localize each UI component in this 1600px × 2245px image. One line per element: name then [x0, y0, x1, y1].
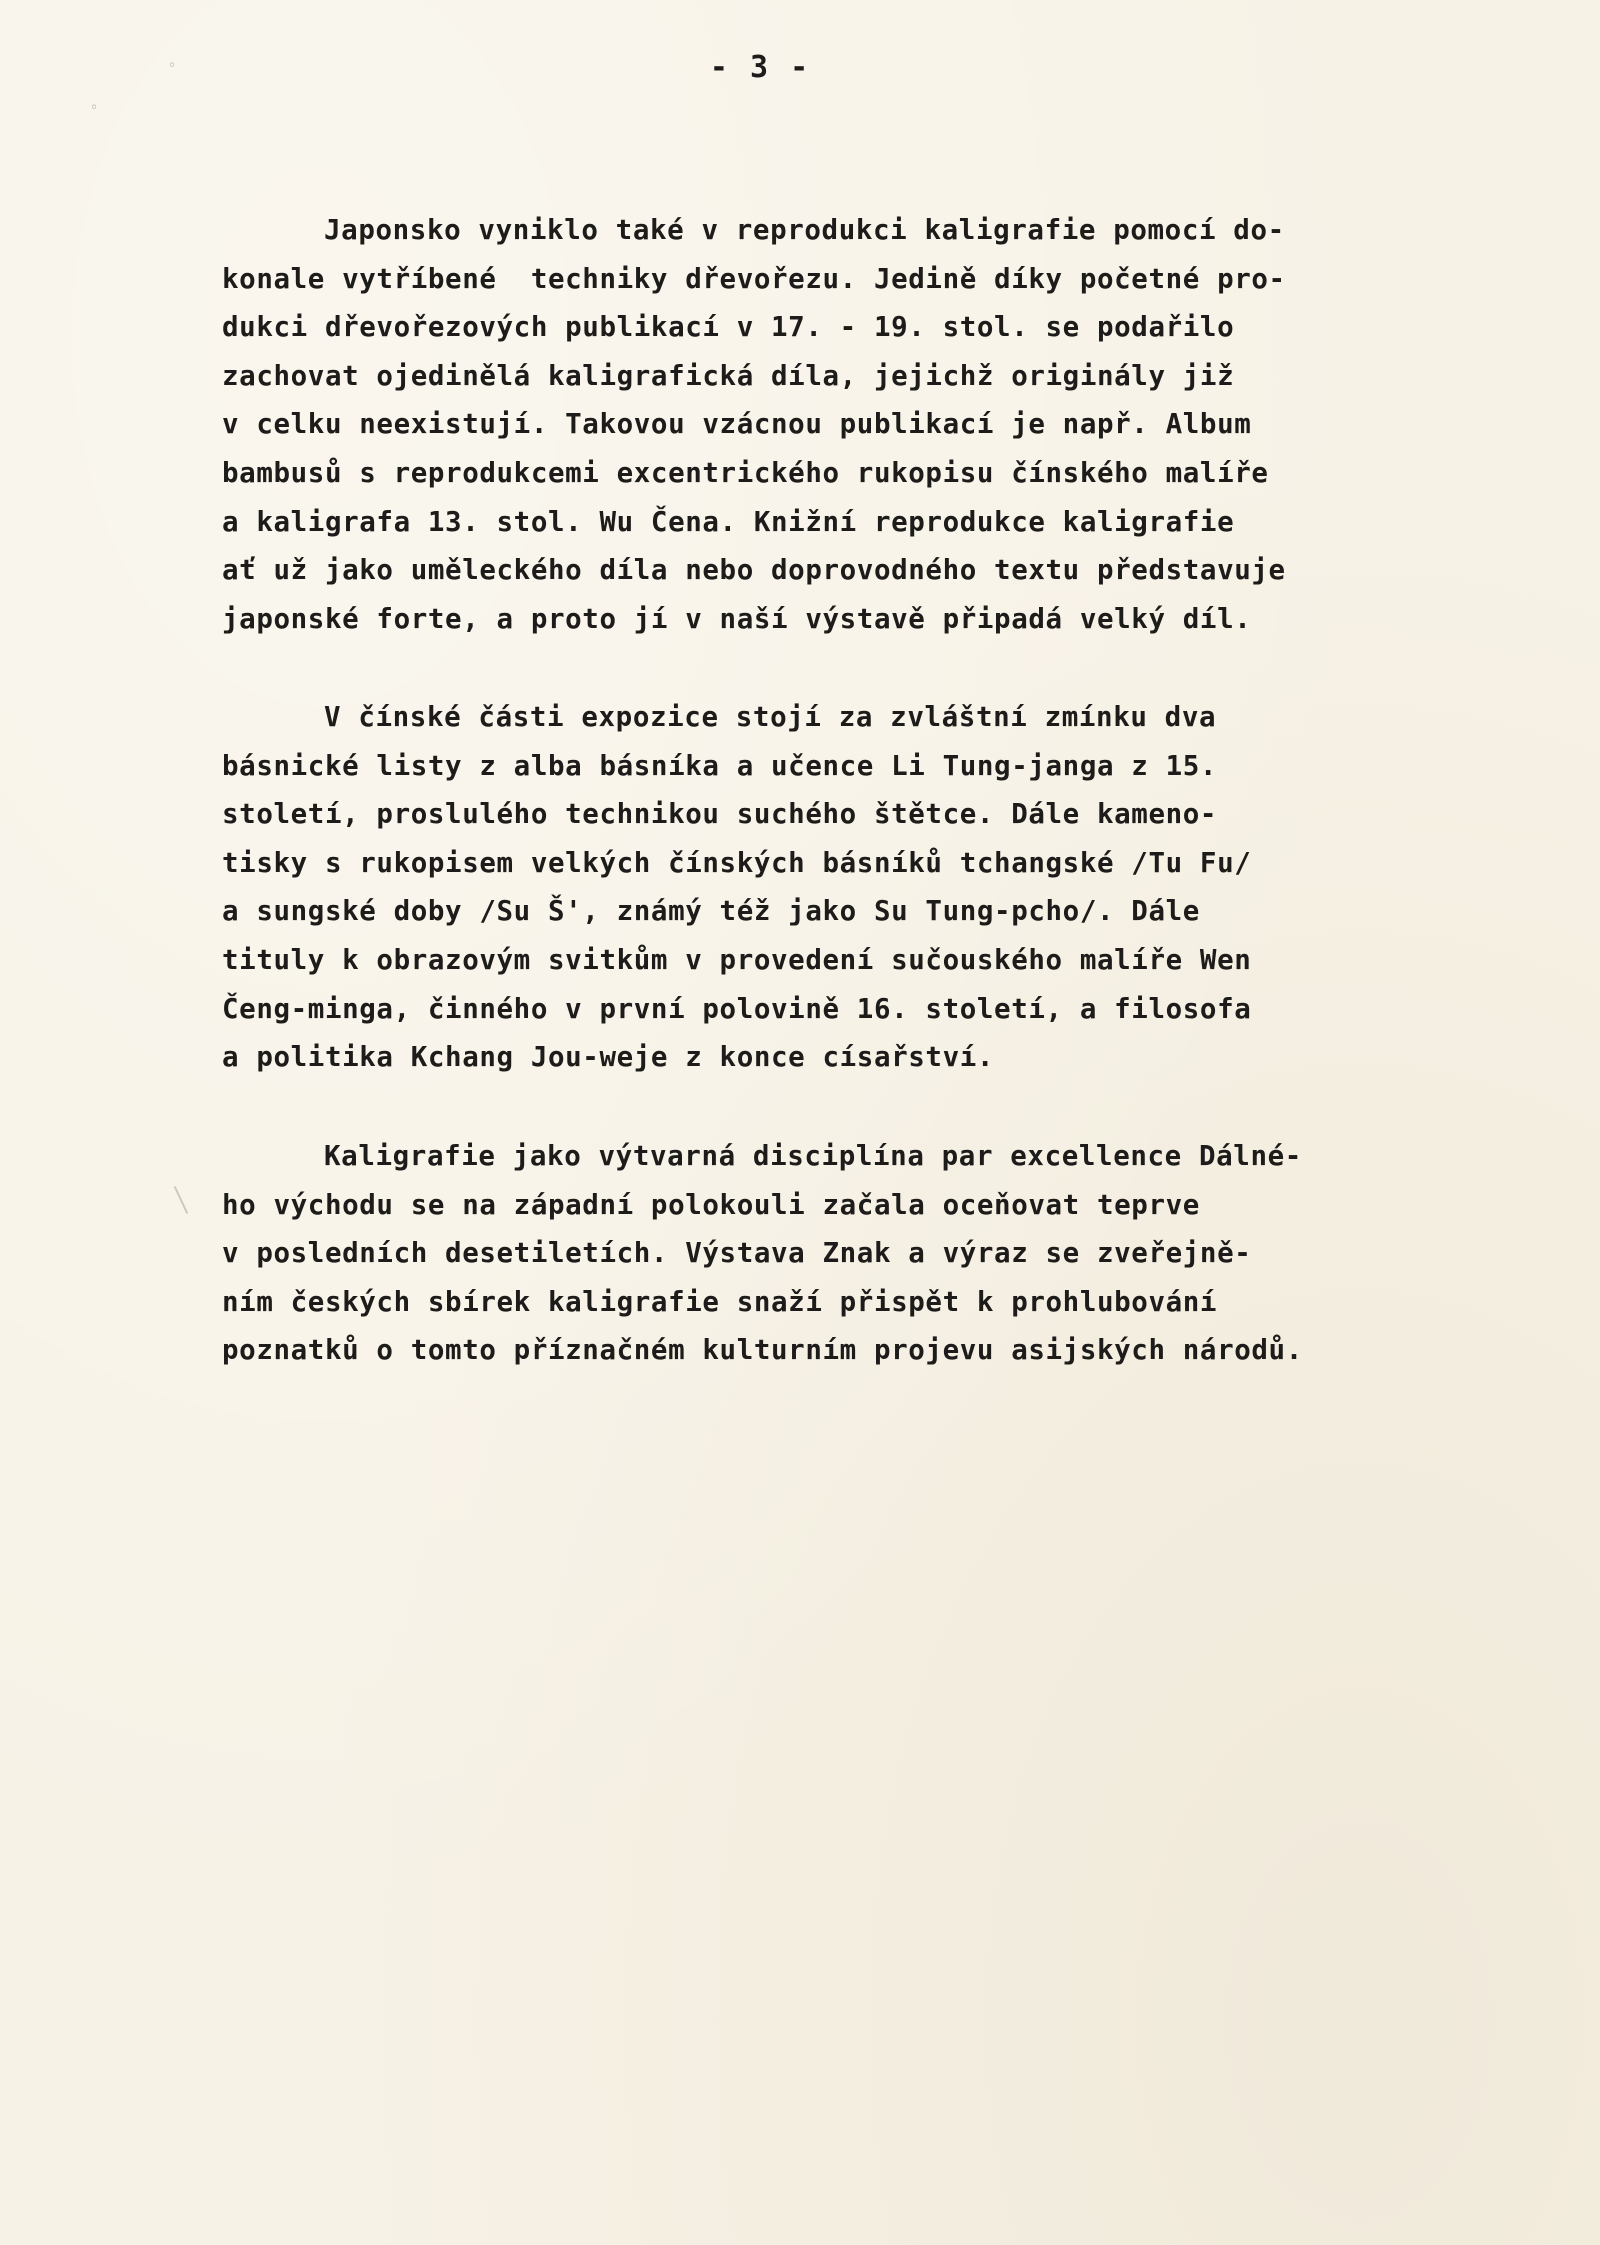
- text-line: konale vytříbené techniky dřevořezu. Jedině díky početné pro-: [222, 262, 1286, 295]
- text-line: ho východu se na západní polokouli začala oceňovat teprve: [222, 1188, 1200, 1221]
- text-line: dukci dřevořezových publikací v 17. - 19. stol. se podařilo: [222, 311, 1235, 344]
- text-line: poznatků o tomto příznačném kulturním projevu asijských národů.: [222, 1334, 1303, 1367]
- text-line: v celku neexistují. Takovou vzácnou publikací je např. Album: [222, 408, 1252, 441]
- text-line: a sungské doby /Su Š', známý též jako Su Tung-pcho/. Dále: [222, 895, 1200, 928]
- text-line: zachovat ojedinělá kaligrafická díla, jejichž originály již: [222, 359, 1235, 392]
- text-line: V čínské části expozice stojí za zvláštní zmínku dva: [324, 701, 1217, 733]
- text-line: bambusů s reprodukcemi excentrického rukopisu čínského malíře: [222, 456, 1269, 489]
- text-line: století, proslulého technikou suchého štětce. Dále kameno-: [222, 798, 1218, 831]
- paragraph-japan: [222, 206, 1472, 643]
- text-line: a politika Kchang Jou-weje z konce císařství.: [222, 1041, 995, 1074]
- text-line: japonské forte, a proto jí v naší výstavě připadá velký díl.: [222, 602, 1252, 635]
- text-line: tisky s rukopisem velkých čínských básníků tchangské /Tu Fu/: [222, 846, 1252, 879]
- text-line: básnické listy z alba básníka a učence Li Tung-janga z 15.: [222, 749, 1218, 782]
- text-line: tituly k obrazovým svitkům v provedení sučouského malíře Wen: [222, 943, 1252, 976]
- text-line: Kaligrafie jako výtvarná disciplína par excellence Dálné-: [324, 1140, 1302, 1172]
- paper-speck: ◦: [168, 58, 177, 74]
- text-line: v posledních desetiletích. Výstava Znak a výraz se zveřejně-: [222, 1237, 1252, 1270]
- paper-speck: ◦: [90, 100, 99, 116]
- text-line: ním českých sbírek kaligrafie snaží přispět k prohlubování: [222, 1285, 1218, 1318]
- text-line: Japonsko vyniklo také v reprodukci kaligrafie pomocí do-: [324, 214, 1285, 246]
- text-line: a kaligrafa 13. stol. Wu Čena. Knižní reprodukce kaligrafie: [222, 505, 1235, 538]
- text-line: Čeng-minga, činného v první polovině 16. století, a filosofa: [222, 992, 1252, 1025]
- page-number: - 3 -: [709, 50, 811, 85]
- paper-scratch: [174, 1186, 188, 1214]
- paragraph-china: [222, 693, 1472, 1082]
- paragraph-conclusion: [222, 1132, 1472, 1375]
- text-line: ať už jako uměleckého díla nebo doprovodného textu představuje: [222, 554, 1286, 587]
